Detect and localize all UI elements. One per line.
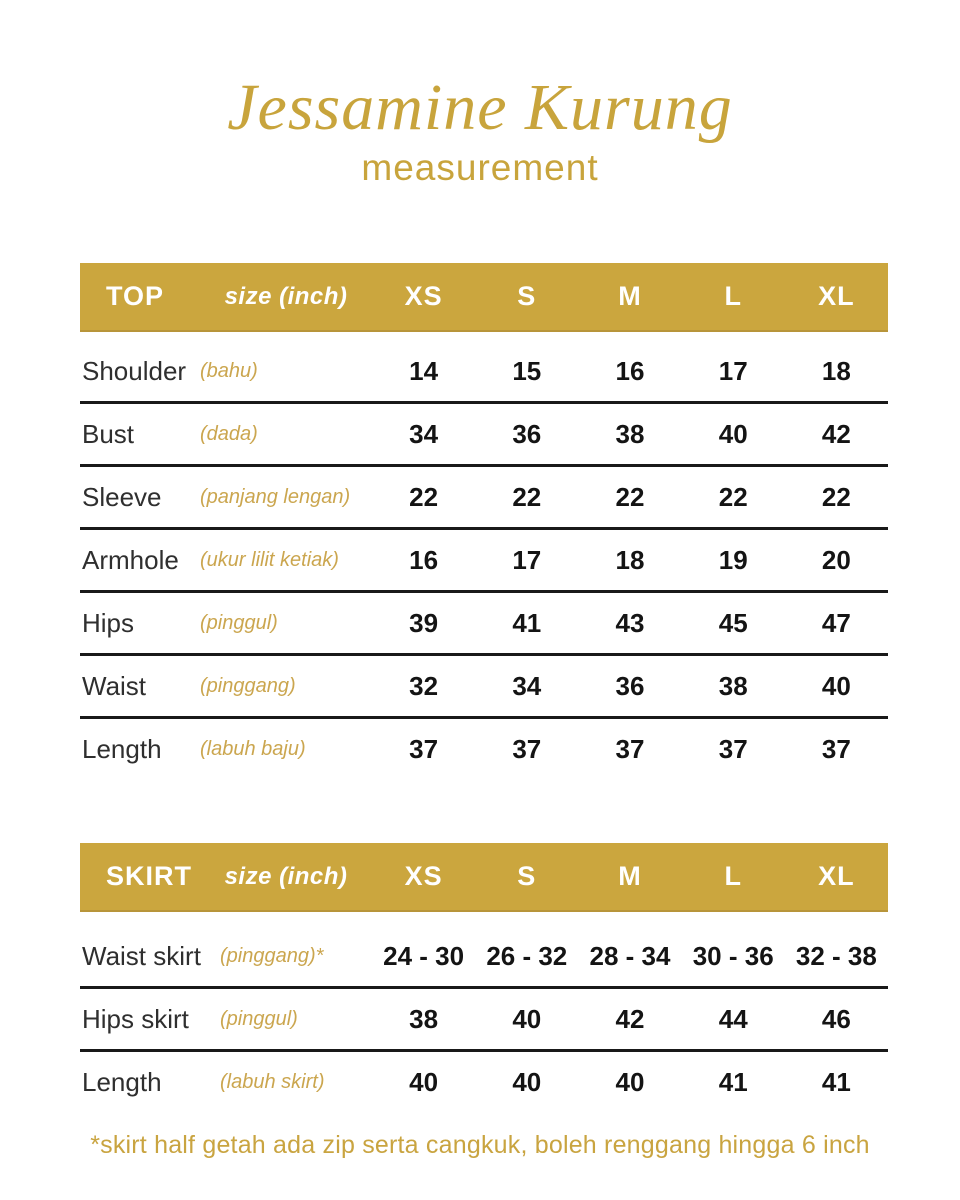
- cell-value: 37: [718, 733, 748, 764]
- size-header-m: M: [618, 861, 642, 891]
- table-row-waist-skirt: [80, 926, 888, 989]
- cell-value: 38: [409, 1003, 439, 1034]
- row-malay-label: (pinggang): [200, 674, 296, 697]
- cell-value: 28 - 34: [589, 940, 671, 971]
- table-row-hips: [80, 593, 888, 656]
- cell-value: 24 - 30: [383, 940, 465, 971]
- row-malay-label: (pinggul): [220, 1007, 298, 1030]
- cell-value: 38: [615, 418, 645, 449]
- cell-value: 43: [615, 607, 645, 638]
- table-row-armhole: [80, 530, 888, 593]
- cell-value: 42: [821, 418, 851, 449]
- row-malay-label: (panjang lengan): [200, 485, 351, 508]
- cell-value: 16: [615, 355, 645, 386]
- size-header-xl: XL: [818, 281, 855, 311]
- row-malay-label: (ukur lilit ketiak): [200, 548, 339, 571]
- table-row-hips-skirt: [80, 989, 888, 1052]
- table-row-length-top: [80, 719, 888, 779]
- cell-value: 22: [512, 481, 542, 512]
- cell-value: 30 - 36: [692, 940, 774, 971]
- skirt-table-title: SKIRT: [106, 861, 192, 891]
- row-malay-label: (pinggul): [200, 611, 278, 634]
- table-row-length-skirt: [80, 1052, 888, 1112]
- cell-value: 44: [718, 1003, 748, 1034]
- row-label: Bust: [82, 418, 135, 449]
- cell-value: 18: [615, 544, 645, 575]
- row-label: Shoulder: [82, 355, 187, 386]
- cell-value: 41: [718, 1066, 748, 1097]
- cell-value: 34: [512, 670, 542, 701]
- cell-value: 20: [821, 544, 851, 575]
- cell-value: 18: [821, 355, 851, 386]
- size-header-s: S: [517, 861, 537, 891]
- cell-value: 16: [409, 544, 439, 575]
- cell-value: 38: [718, 670, 748, 701]
- cell-value: 41: [512, 607, 542, 638]
- top-table-title: TOP: [106, 281, 165, 311]
- table-row-waist: [80, 656, 888, 719]
- table-row-bust: [80, 404, 888, 467]
- cell-value: 41: [821, 1066, 851, 1097]
- row-malay-label: (labuh skirt): [220, 1070, 325, 1093]
- row-label: Armhole: [82, 544, 179, 575]
- cell-value: 37: [615, 733, 645, 764]
- row-label: Hips skirt: [82, 1003, 189, 1034]
- cell-value: 32 - 38: [795, 940, 877, 971]
- cell-value: 14: [409, 355, 439, 386]
- cell-value: 40: [512, 1066, 542, 1097]
- size-header-s: S: [517, 281, 537, 311]
- skirt-table-rows: [80, 926, 888, 1112]
- cell-value: 40: [409, 1066, 439, 1097]
- row-malay-label: (bahu): [200, 359, 258, 382]
- cell-value: 22: [615, 481, 645, 512]
- cell-value: 22: [409, 481, 439, 512]
- cell-value: 39: [409, 607, 439, 638]
- cell-value: 15: [512, 355, 542, 386]
- top-measurement-table: [80, 263, 888, 779]
- footnote: *skirt half getah ada zip serta cangkuk, boleh renggang hingga 6 inch: [90, 1131, 870, 1159]
- size-header-xl: XL: [818, 861, 855, 891]
- cell-value: 42: [615, 1003, 645, 1034]
- cell-value: 22: [718, 481, 748, 512]
- row-label: Hips: [82, 607, 135, 638]
- size-header-l: L: [724, 281, 742, 311]
- cell-value: 40: [615, 1066, 645, 1097]
- title-block: [0, 72, 960, 188]
- size-header-m: M: [618, 281, 642, 311]
- cell-value: 47: [821, 607, 851, 638]
- row-label: Waist skirt: [82, 940, 201, 971]
- skirt-measurement-table: [80, 843, 888, 1112]
- size-unit-label: size (inch): [224, 282, 348, 310]
- cell-value: 40: [512, 1003, 542, 1034]
- skirt-table-header-bar: [80, 843, 888, 912]
- cell-value: 45: [718, 607, 748, 638]
- size-unit-label: size (inch): [224, 862, 348, 890]
- cell-value: 19: [718, 544, 748, 575]
- row-malay-label: (dada): [200, 422, 258, 445]
- top-table-header-bar: [80, 263, 888, 332]
- cell-value: 40: [821, 670, 851, 701]
- row-label: Sleeve: [82, 481, 162, 512]
- cell-value: 36: [512, 418, 542, 449]
- page-subtitle: measurement: [361, 146, 599, 188]
- top-table-rows: [80, 341, 888, 779]
- row-malay-label: (labuh baju): [200, 737, 306, 760]
- row-malay-label: (pinggang)*: [220, 944, 324, 967]
- cell-value: 32: [409, 670, 439, 701]
- cell-value: 26 - 32: [486, 940, 568, 971]
- page-title: Jessamine Kurung: [227, 71, 733, 144]
- cell-value: 22: [821, 481, 851, 512]
- size-header-xs: XS: [404, 861, 443, 891]
- cell-value: 34: [409, 418, 439, 449]
- row-label: Length: [82, 733, 162, 764]
- cell-value: 17: [718, 355, 748, 386]
- size-header-xs: XS: [404, 281, 443, 311]
- cell-value: 40: [718, 418, 748, 449]
- table-row-sleeve: [80, 467, 888, 530]
- cell-value: 36: [615, 670, 645, 701]
- cell-value: 17: [512, 544, 542, 575]
- cell-value: 37: [512, 733, 542, 764]
- cell-value: 37: [409, 733, 439, 764]
- size-header-l: L: [724, 861, 742, 891]
- table-row-shoulder: [80, 341, 888, 404]
- cell-value: 46: [821, 1003, 851, 1034]
- cell-value: 37: [821, 733, 851, 764]
- row-label: Waist: [82, 670, 147, 701]
- row-label: Length: [82, 1066, 162, 1097]
